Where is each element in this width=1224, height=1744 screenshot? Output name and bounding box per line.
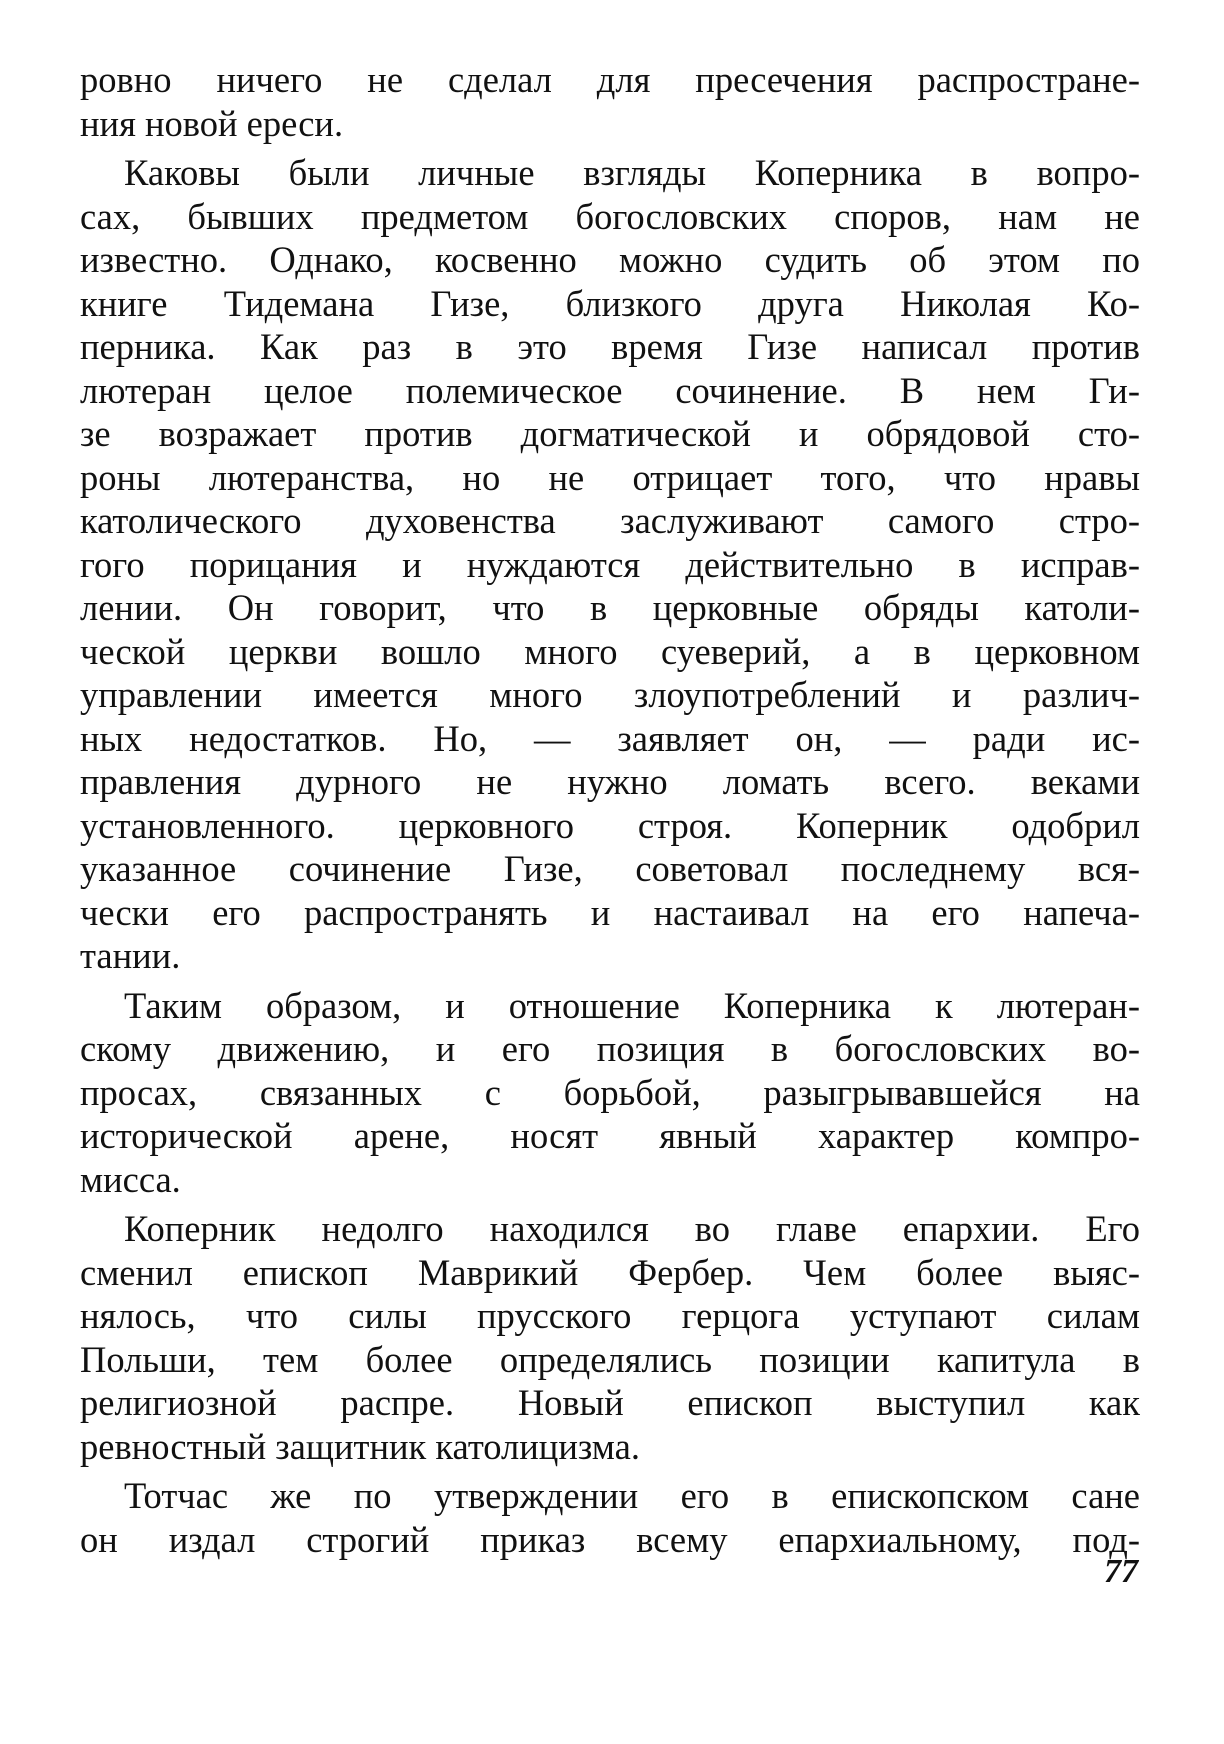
text-line: мисса.: [80, 1158, 181, 1200]
text-line: лютеран целое полемическое сочинение. В нем Ги-: [80, 369, 1140, 411]
paragraph-3: [80, 984, 1140, 1202]
text-line: Таким образом, и отношение Коперника к лютеран-: [124, 984, 1140, 1026]
text-line: сах, бывших предметом богословских споров, нам не: [80, 195, 1140, 237]
paragraph-5: [80, 1474, 1140, 1561]
text-line: известно. Однако, косвенно можно судить об этом по: [80, 239, 1140, 280]
text-line: Коперник недолго находился во главе епархии. Его: [124, 1208, 1140, 1249]
text-line: католического духовенства заслуживают самого стро-: [80, 500, 1140, 541]
text-line: ческой церкви вошло много суеверий, а в церковном: [80, 630, 1140, 672]
text-line: тании.: [80, 935, 181, 976]
text-line: Каковы были личные взгляды Коперника в вопро-: [124, 152, 1140, 193]
text-line: гого порицания и нуждаются действительно в исправ-: [80, 543, 1140, 585]
text-line: ных недостатков. Но, — заявляет он, — ради ис-: [80, 717, 1140, 759]
text-line: правления дурного не нужно ломать всего. веками: [80, 761, 1140, 802]
page-number: 77: [1104, 1553, 1138, 1590]
text-line: нялось, что силы прусского герцога уступают силам: [80, 1295, 1140, 1336]
paragraph-1: [80, 58, 1140, 145]
text-line: Тотчас же по утверждении его в епископском сане: [124, 1475, 1140, 1516]
text-line: исторической арене, носят явный характер компро-: [80, 1115, 1140, 1156]
text-line: ния новой ереси.: [80, 102, 344, 144]
text-line: скому движению, и его позиция в богословских во-: [80, 1028, 1140, 1069]
text-line: роны лютеранства, но не отрицает того, что нравы: [80, 456, 1140, 498]
text-line: чески его распространять и настаивал на его напеча-: [80, 891, 1140, 933]
text-line: просах, связанных с борьбой, разыгрывавшейся на: [80, 1071, 1140, 1113]
book-page: [80, 58, 1140, 1561]
text-line: указанное сочинение Гизе, советовал последнему вся-: [80, 848, 1140, 889]
text-line: он издал строгий приказ всему епархиальному, под-: [80, 1518, 1140, 1560]
text-line: сменил епископ Маврикий Фербер. Чем более выяс-: [80, 1251, 1140, 1293]
text-line: зе возражает против догматической и обрядовой сто-: [80, 413, 1140, 454]
text-line: книге Тидемана Гизе, близкого друга Николая Ко-: [80, 282, 1140, 324]
text-line: религиозной распре. Новый епископ выступил как: [80, 1382, 1140, 1423]
paragraph-4: [80, 1207, 1140, 1468]
text-line: Польши, тем более определялись позиции капитула в: [80, 1338, 1140, 1380]
text-line: ревностный защитник католицизма.: [80, 1425, 640, 1467]
text-line: лении. Он говорит, что в церковные обряды католи-: [80, 587, 1140, 628]
text-line: ровно ничего не сделал для пресечения распростране-: [80, 59, 1140, 100]
text-line: управлении имеется много злоупотреблений и различ-: [80, 674, 1140, 715]
text-line: перника. Как раз в это время Гизе написал против: [80, 326, 1140, 367]
text-line: установленного. церковного строя. Коперник одобрил: [80, 804, 1140, 846]
paragraph-2: [80, 151, 1140, 978]
